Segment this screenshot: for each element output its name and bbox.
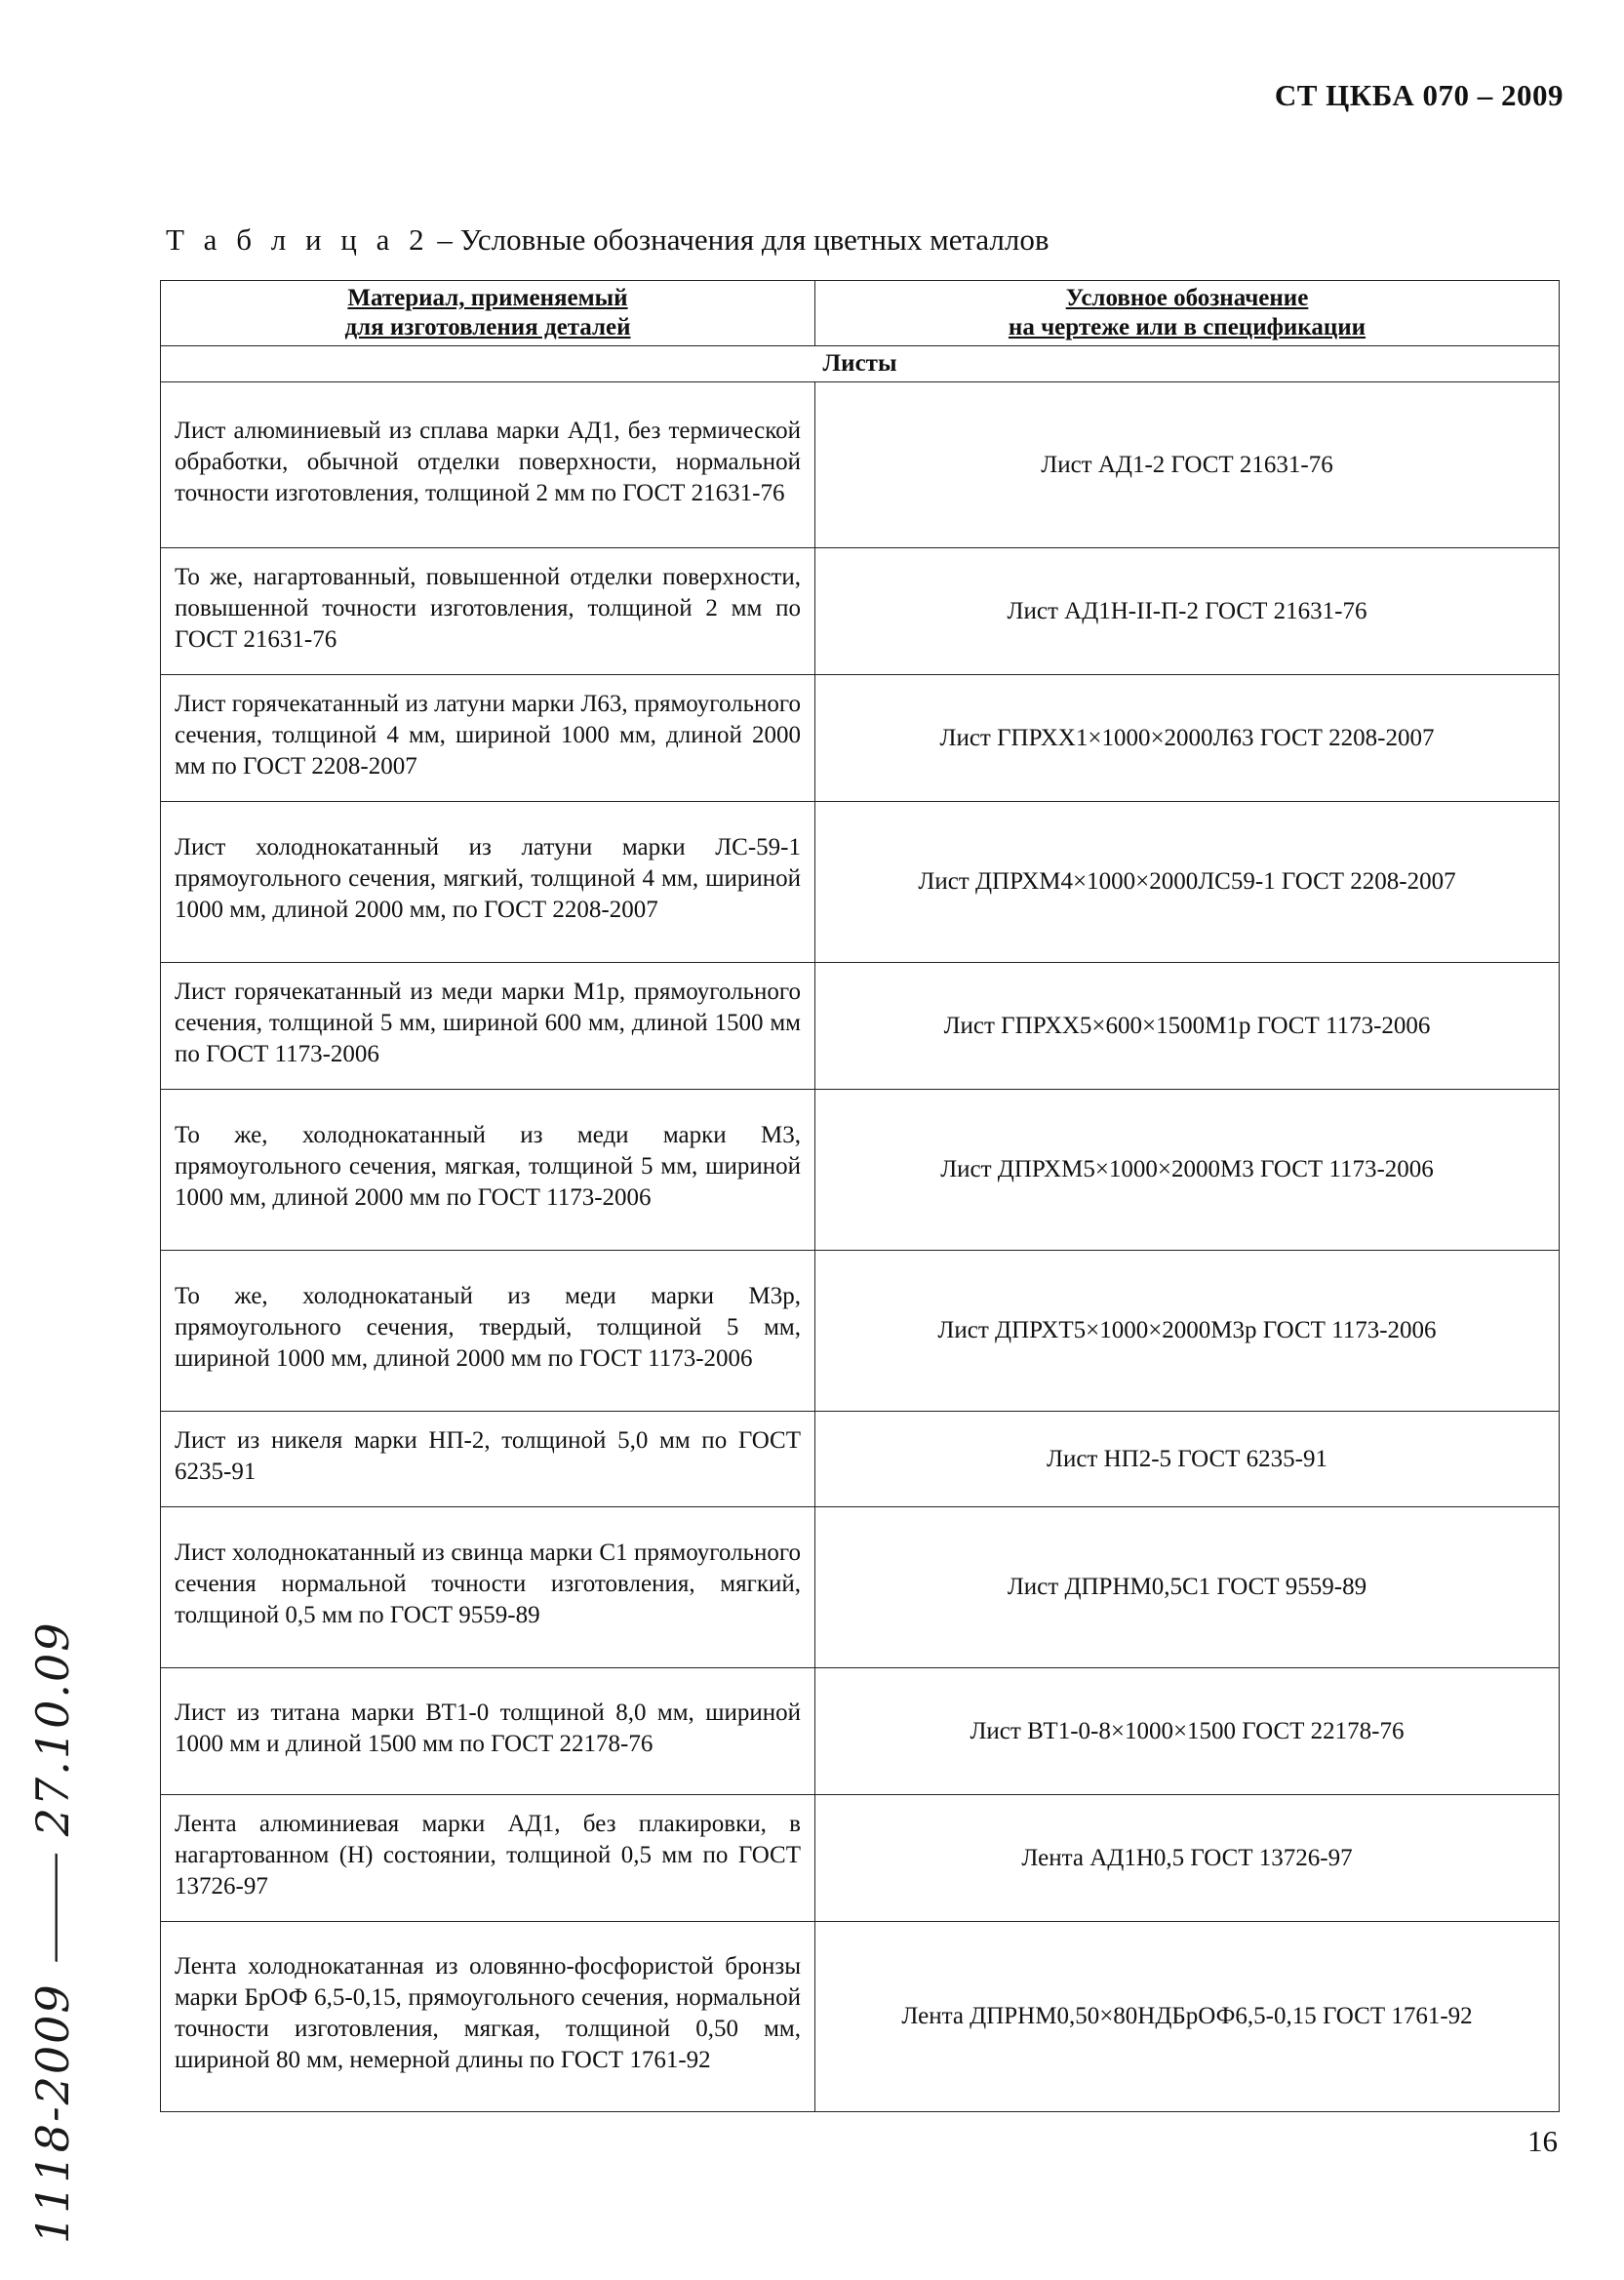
- material-cell: Лист горячекатанный из латуни марки Л63, прямоугольного сечения, толщиной 4 мм, шириной 1000 мм, длиной 2000 мм по ГОСТ 2208-2007: [161, 675, 815, 802]
- table-row: [161, 548, 1560, 675]
- table-caption-text: – Условные обозначения для цветных металлов: [437, 222, 1050, 257]
- section-title: Листы: [161, 346, 1560, 382]
- material-cell: Лист горячекатанный из меди марки М1р, прямоугольного сечения, толщиной 5 мм, шириной 600 мм, длиной 1500 мм по ГОСТ 1173-2006: [161, 963, 815, 1090]
- designation-cell: Лист АД1Н-II-П-2 ГОСТ 21631-76: [815, 548, 1560, 675]
- column-header-material: Материал, применяемый для изготовления деталей: [161, 281, 815, 346]
- designation-cell: Лист ДПРХМ5×1000×2000М3 ГОСТ 1173-2006: [815, 1090, 1560, 1251]
- designation-cell: Лист ДПРХТ5×1000×2000М3р ГОСТ 1173-2006: [815, 1251, 1560, 1412]
- table-row: [161, 963, 1560, 1090]
- material-cell: То же, нагартованный, повышенной отделки поверхности, повышенной точности изготовления, толщиной 2 мм по ГОСТ 21631-76: [161, 548, 815, 675]
- designation-cell: Лист ГПРХХ1×1000×2000Л63 ГОСТ 2208-2007: [815, 675, 1560, 802]
- table-row: [161, 1251, 1560, 1412]
- material-cell: Лист холоднокатанный из свинца марки С1 прямоугольного сечения нормальной точности изготовления, мягкий, толщиной 0,5 мм по ГОСТ 9559-89: [161, 1507, 815, 1668]
- table-row: [161, 1507, 1560, 1668]
- material-cell: То же, холоднокатанный из меди марки М3, прямоугольного сечения, мягкая, толщиной 5 мм, шириной 1000 мм, длиной 2000 мм по ГОСТ 1173-2006: [161, 1090, 815, 1251]
- handwritten-margin-note: 1118-2009 ⸻ 27.10.09: [26, 1620, 79, 2244]
- material-cell: Лист алюминиевый из сплава марки АД1, без термической обработки, обычной отделки поверхности, нормальной точности изготовления, толщиной 2 мм по ГОСТ 21631-76: [161, 382, 815, 548]
- material-cell: Лента алюминиевая марки АД1, без плакировки, в нагартованном (Н) состоянии, толщиной 0,5 мм по ГОСТ 13726-97: [161, 1795, 815, 1922]
- material-cell: Лист из титана марки ВТ1-0 толщиной 8,0 мм, шириной 1000 мм и длиной 1500 мм по ГОСТ 22178-76: [161, 1668, 815, 1795]
- materials-table: [160, 280, 1560, 2112]
- table-row: [161, 1412, 1560, 1507]
- designation-cell: Лист НП2-5 ГОСТ 6235-91: [815, 1412, 1560, 1507]
- table-caption: [166, 222, 1050, 258]
- table-caption-label: Т а б л и ц а 2: [166, 222, 430, 257]
- material-cell: Лента холоднокатанная из оловянно-фосфористой бронзы марки БрОФ 6,5-0,15, прямоугольного сечения, нормальной точности изготовления, мягкая, толщиной 0,50 мм, шириной 80 мм, немерной длины по ГОСТ 1761-92: [161, 1922, 815, 2112]
- table-row: [161, 1922, 1560, 2112]
- column-header-designation: Условное обозначение на чертеже или в спецификации: [815, 281, 1560, 346]
- material-cell: Лист холоднокатанный из латуни марки ЛС-59-1 прямоугольного сечения, мягкий, толщиной 4 мм, шириной 1000 мм, длиной 2000 мм, по ГОСТ 2208-2007: [161, 802, 815, 963]
- table-row: [161, 802, 1560, 963]
- table-row: [161, 1668, 1560, 1795]
- table-header-row: [161, 281, 1560, 346]
- table-row: [161, 1090, 1560, 1251]
- material-cell: То же, холоднокатаный из меди марки М3р, прямоугольного сечения, твердый, толщиной 5 мм, шириной 1000 мм, длиной 2000 мм по ГОСТ 1173-2006: [161, 1251, 815, 1412]
- designation-cell: Лента ДПРНМ0,50×80НДБрОФ6,5-0,15 ГОСТ 1761-92: [815, 1922, 1560, 2112]
- page-number: 16: [1527, 2124, 1558, 2158]
- designation-cell: Лист ВТ1-0-8×1000×1500 ГОСТ 22178-76: [815, 1668, 1560, 1795]
- table-row: [161, 1795, 1560, 1922]
- table-row: [161, 675, 1560, 802]
- material-cell: Лист из никеля марки НП-2, толщиной 5,0 мм по ГОСТ 6235-91: [161, 1412, 815, 1507]
- designation-cell: Лист ДПРНМ0,5С1 ГОСТ 9559-89: [815, 1507, 1560, 1668]
- table-row: [161, 382, 1560, 548]
- section-row: [161, 346, 1560, 382]
- designation-cell: Лист ГПРХХ5×600×1500М1р ГОСТ 1173-2006: [815, 963, 1560, 1090]
- designation-cell: Лента АД1Н0,5 ГОСТ 13726-97: [815, 1795, 1560, 1922]
- doc-code: СТ ЦКБА 070 – 2009: [1274, 78, 1564, 112]
- designation-cell: Лист АД1-2 ГОСТ 21631-76: [815, 382, 1560, 548]
- designation-cell: Лист ДПРХМ4×1000×2000ЛС59-1 ГОСТ 2208-2007: [815, 802, 1560, 963]
